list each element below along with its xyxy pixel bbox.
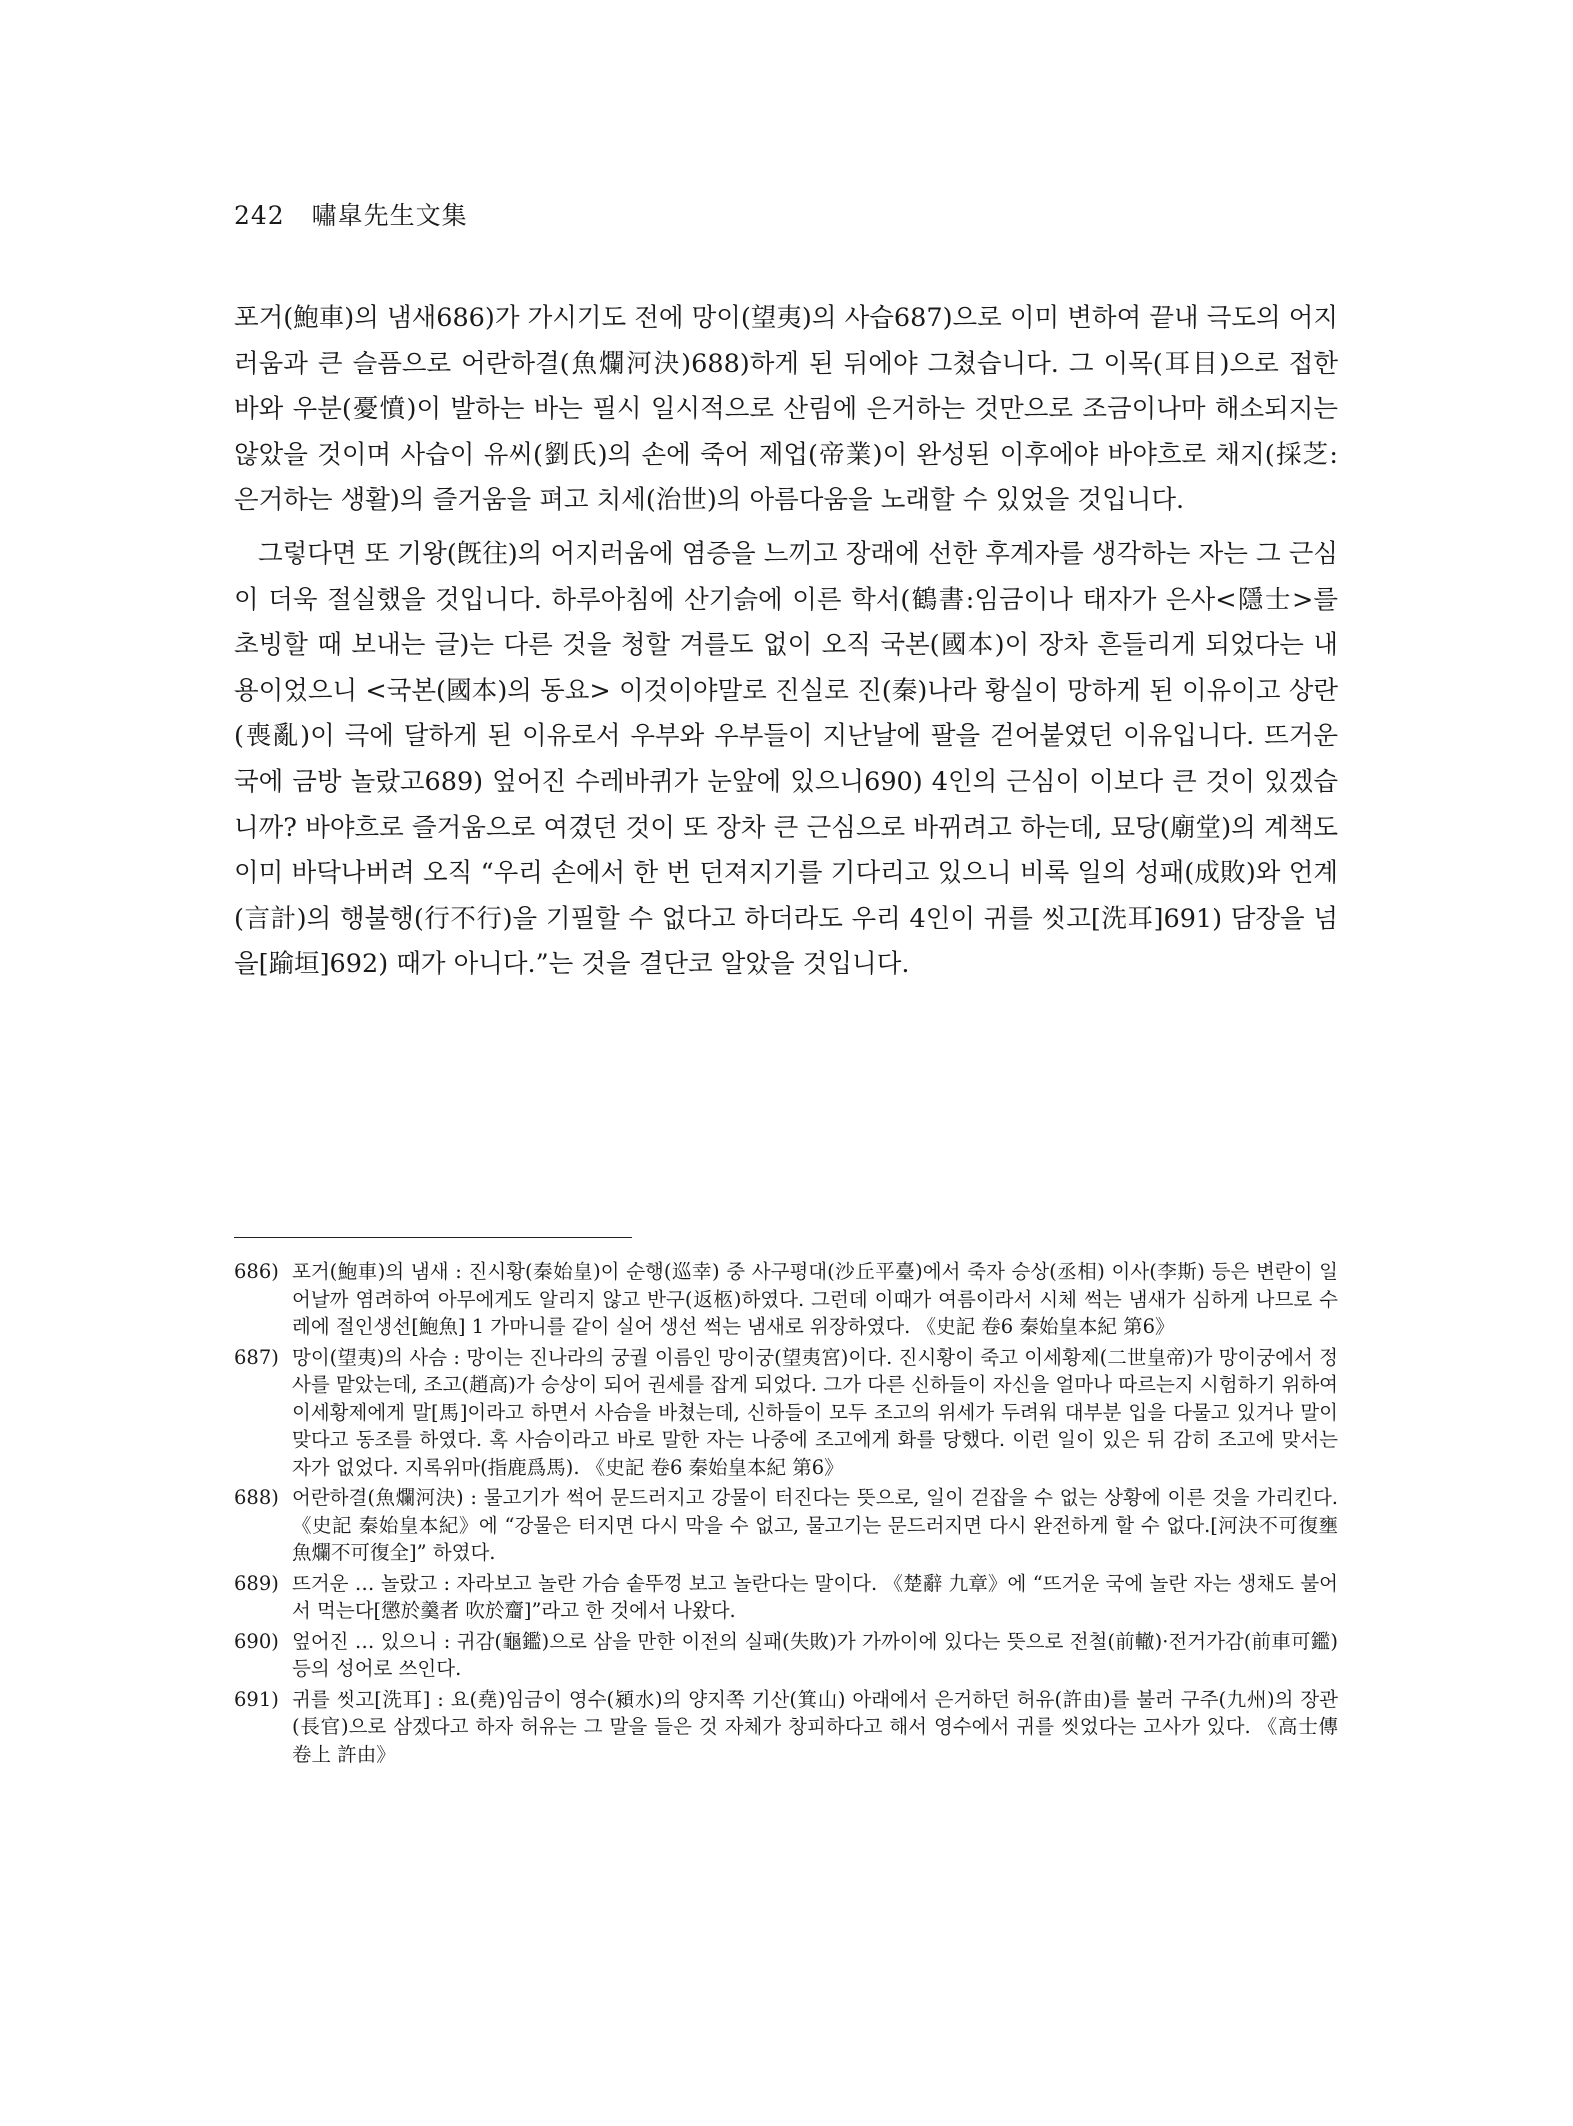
book-title: 嘯皐先生文集 [311,201,468,230]
footnote-text: 포거(鮑車)의 냄새 : 진시황(秦始皇)이 순행(巡幸) 중 사구평대(沙丘平臺)에서 죽자 승상(丞相) 이사(李斯) 등은 변란이 일어날까 염려하여 아무에게도 알리지 않고 반구(返柩)하였다. 그런데 이때가 여름이라서 시체 썩는 냄새가 심하게 나므로 수레에 절인생선[鮑魚] 1 가마니를 같이 실어 생선 썩는 냄새로 위장하였다. 《史記 卷6 秦始皇本紀 第6》 [292,1260,1338,1338]
footnote-number: 687) [234,1345,279,1369]
footnote-text: 귀를 씻고[洗耳] : 요(堯)임금이 영수(潁水)의 양지쪽 기산(箕山) 아래에서 은거하던 허유(許由)를 불러 구주(九州)의 장관(長官)으로 삼겠다고 하자 허유는 그 말을 들은 것 자체가 창피하다고 해서 영수에서 귀를 씻었다는 고사가 있다. 《高士傳 卷上 許由》 [292,1687,1338,1766]
paragraph-2: 그렇다면 또 기왕(旣往)의 어지러움에 염증을 느끼고 장래에 선한 후계자를 생각하는 자는 그 근심이 더욱 절실했을 것입니다. 하루아침에 산기슭에 이른 학서(鶴書:임금이나 태자가 은사<隱士>를 초빙할 때 보내는 글)는 다른 것을 청할 겨를도 없이 오직 국본(國本)이 장차 흔들리게 되었다는 내용이었으니 <국본(國本)의 동요> 이것이야말로 진실로 진(秦)나라 황실이 망하게 된 이유이고 상란(喪亂)이 극에 달하게 된 이유로서 우부와 우부들이 지난날에 팔을 걷어붙였던 이유입니다. 뜨거운 국에 금방 놀랐고689) 엎어진 수레바퀴가 눈앞에 있으니690) 4인의 근심이 이보다 큰 것이 있겠습니까? 바야흐로 즐거움으로 여겼던 것이 또 장차 큰 근심으로 바뀌려고 하는데, 묘당(廟堂)의 계책도 이미 바닥나버려 오직 “우리 손에서 한 번 던져지기를 기다리고 있으니 비록 일의 성패(成敗)와 언계(言計)의 행불행(行不行)을 기필할 수 없다고 하더라도 우리 4인이 귀를 씻고[洗耳]691) 담장을 넘을[踰垣]692) 때가 아니다.”는 것을 결단코 알았을 것입니다. [234,538,1338,980]
footnotes [234,1258,1338,1771]
footnote-number: 689) [234,1571,279,1595]
footnote-688 [234,1484,1338,1567]
footnote-691 [234,1686,1338,1769]
footnote-687 [234,1344,1338,1482]
footnote-number: 690) [234,1629,279,1653]
footnote-text: 엎어진 … 있으니 : 귀감(龜鑑)으로 삼을 만한 이전의 실패(失敗)가 가까이에 있다는 뜻으로 전철(前轍)·전거가감(前車可鑑) 등의 성어로 쓰인다. [292,1629,1338,1680]
paragraph-1: 포거(鮑車)의 냄새686)가 가시기도 전에 망이(望夷)의 사습687)으로 이미 변하여 끝내 극도의 어지러움과 큰 슬픔으로 어란하결(魚爛河決)688)하게 된 뒤에야 그쳤습니다. 그 이목(耳目)으로 접한 바와 우분(憂憤)이 발하는 바는 필시 일시적으로 산림에 은거하는 것만으로 조금이나마 해소되지는 않았을 것이며 사습이 유씨(劉氏)의 손에 죽어 제업(帝業)이 완성된 이후에야 바야흐로 채지(採芝:은거하는 생활)의 즐거움을 펴고 치세(治世)의 아름다움을 노래할 수 있었을 것입니다. [234,303,1338,516]
footnote-text: 뜨거운 … 놀랐고 : 자라보고 놀란 가슴 솥뚜껑 보고 놀란다는 말이다. 《楚辭 九章》에 “뜨거운 국에 놀란 자는 생채도 불어서 먹는다[懲於羹者 吹於齏]”라고 한 것에서 나왔다. [292,1571,1338,1622]
footnote-number: 691) [234,1687,279,1711]
main-text [234,296,1338,996]
page-number: 242 [234,201,285,230]
page-header [234,196,468,232]
footnote-686 [234,1258,1338,1341]
footnote-divider [234,1237,632,1238]
footnote-690 [234,1628,1338,1683]
footnote-689 [234,1570,1338,1625]
footnote-number: 688) [234,1486,279,1509]
footnote-number: 686) [234,1260,279,1283]
footnote-text: 어란하결(魚爛河決) : 물고기가 썩어 문드러지고 강물이 터진다는 뜻으로, 일이 걷잡을 수 없는 상황에 이른 것을 가리킨다. 《史記 秦始皇本紀》에 “강물은 터지면 다시 막을 수 없고, 물고기는 문드러지면 다시 완전하게 할 수 없다.[河決不可復壅 魚爛不可復全]” 하였다. [292,1486,1338,1564]
footnote-text: 망이(望夷)의 사슴 : 망이는 진나라의 궁궐 이름인 망이궁(望夷宮)이다. 진시황이 죽고 이세황제(二世皇帝)가 망이궁에서 정사를 맡았는데, 조고(趙高)가 승상이 되어 권세를 잡게 되었다. 그가 다른 신하들이 자신을 얼마나 따르는지 시험하기 위하여 이세황제에게 말[馬]이라고 하면서 사슴을 바쳤는데, 신하들이 모두 조고의 위세가 두려워 대부분 입을 다물고 있거나 말이 맞다고 동조를 하였다. 혹 사슴이라고 바로 말한 자는 나중에 조고에게 화를 당했다. 이런 일이 있은 뒤 감히 조고에 맞서는 자가 없었다. 지록위마(指鹿爲馬). 《史記 卷6 秦始皇本紀 第6》 [292,1345,1338,1479]
